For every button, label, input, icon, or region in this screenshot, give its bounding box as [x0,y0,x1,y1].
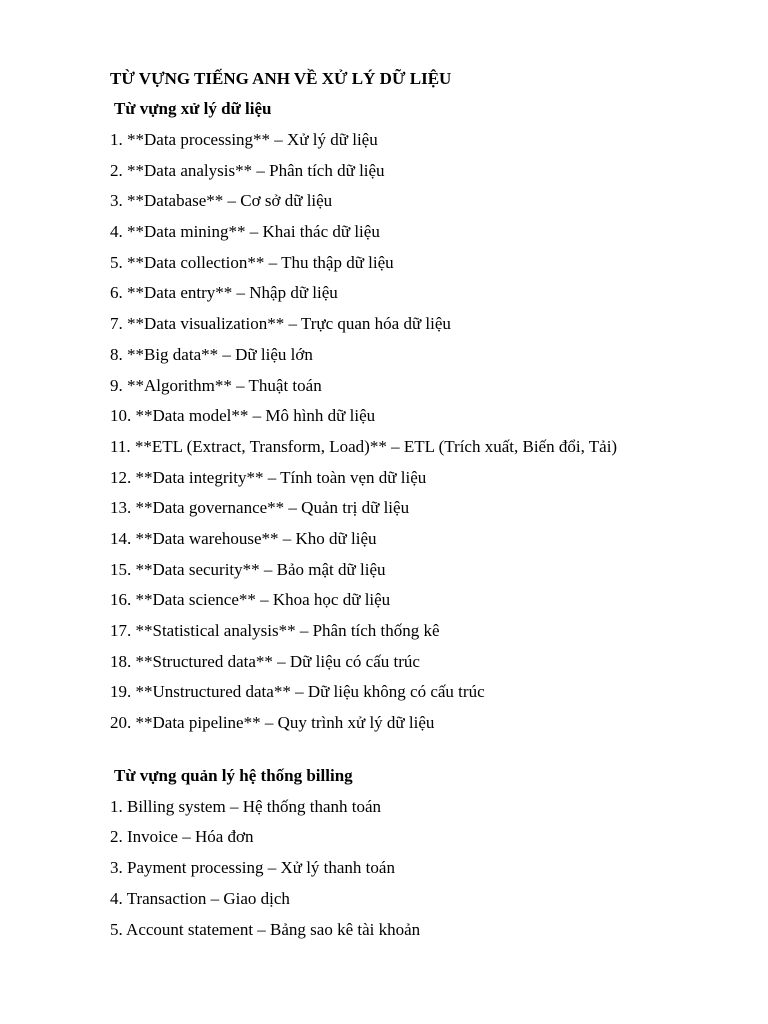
section-data-processing [110,98,730,734]
list-item: 16. **Data science** – Khoa học dữ liệu [110,590,391,610]
vocabulary-list [110,796,730,941]
list-item: 1. Billing system – Hệ thống thanh toán [110,796,382,816]
list-item: 14. **Data warehouse** – Kho dữ liệu [110,528,377,548]
list-item: 4. Transaction – Giao dịch [110,888,290,908]
section-heading: Từ vựng xử lý dữ liệu [114,99,272,118]
list-item: 19. **Unstructured data** – Dữ liệu không có cấu trúc [110,682,485,702]
list-item: 5. Account statement – Bảng sao kê tài khoản [110,919,421,939]
list-item: 17. **Statistical analysis** – Phân tích thống kê [110,621,440,640]
document-page [110,68,730,949]
section-heading: Từ vựng quản lý hệ thống billing [114,765,353,785]
list-item: 20. **Data pipeline** – Quy trình xử lý dữ liệu [110,713,435,733]
document-title: TỪ VỰNG TIẾNG ANH VỀ XỬ LÝ DỮ LIỆU [110,69,452,88]
list-item: 7. **Data visualization** – Trực quan hóa dữ liệu [110,314,451,334]
list-item: 2. **Data analysis** – Phân tích dữ liệu [110,160,385,180]
list-item: 5. **Data collection** – Thu thập dữ liệu [110,252,394,272]
list-item: 9. **Algorithm** – Thuật toán [110,375,322,395]
section-billing [110,765,730,941]
list-item: 2. Invoice – Hóa đơn [110,827,254,847]
list-item: 8. **Big data** – Dữ liệu lớn [110,344,313,364]
list-item: 18. **Structured data** – Dữ liệu có cấu trúc [110,651,420,671]
list-item: 11. **ETL (Extract, Transform, Load)** – ETL (Trích xuất, Biến đổi, Tải) [110,436,618,456]
list-item: 10. **Data model** – Mô hình dữ liệu [110,406,376,426]
list-item: 4. **Data mining** – Khai thác dữ liệu [110,222,380,242]
list-item: 12. **Data integrity** – Tính toàn vẹn dữ liệu [110,467,427,487]
list-item: 15. **Data security** – Bảo mật dữ liệu [110,559,386,579]
vocabulary-list [110,129,730,734]
list-item: 3. **Database** – Cơ sở dữ liệu [110,191,333,211]
section-spacer [110,743,730,765]
list-item: 6. **Data entry** – Nhập dữ liệu [110,283,338,303]
list-item: 3. Payment processing – Xử lý thanh toán [110,858,395,878]
list-item: 13. **Data governance** – Quản trị dữ liệu [110,498,410,518]
list-item: 1. **Data processing** – Xử lý dữ liệu [110,130,378,149]
